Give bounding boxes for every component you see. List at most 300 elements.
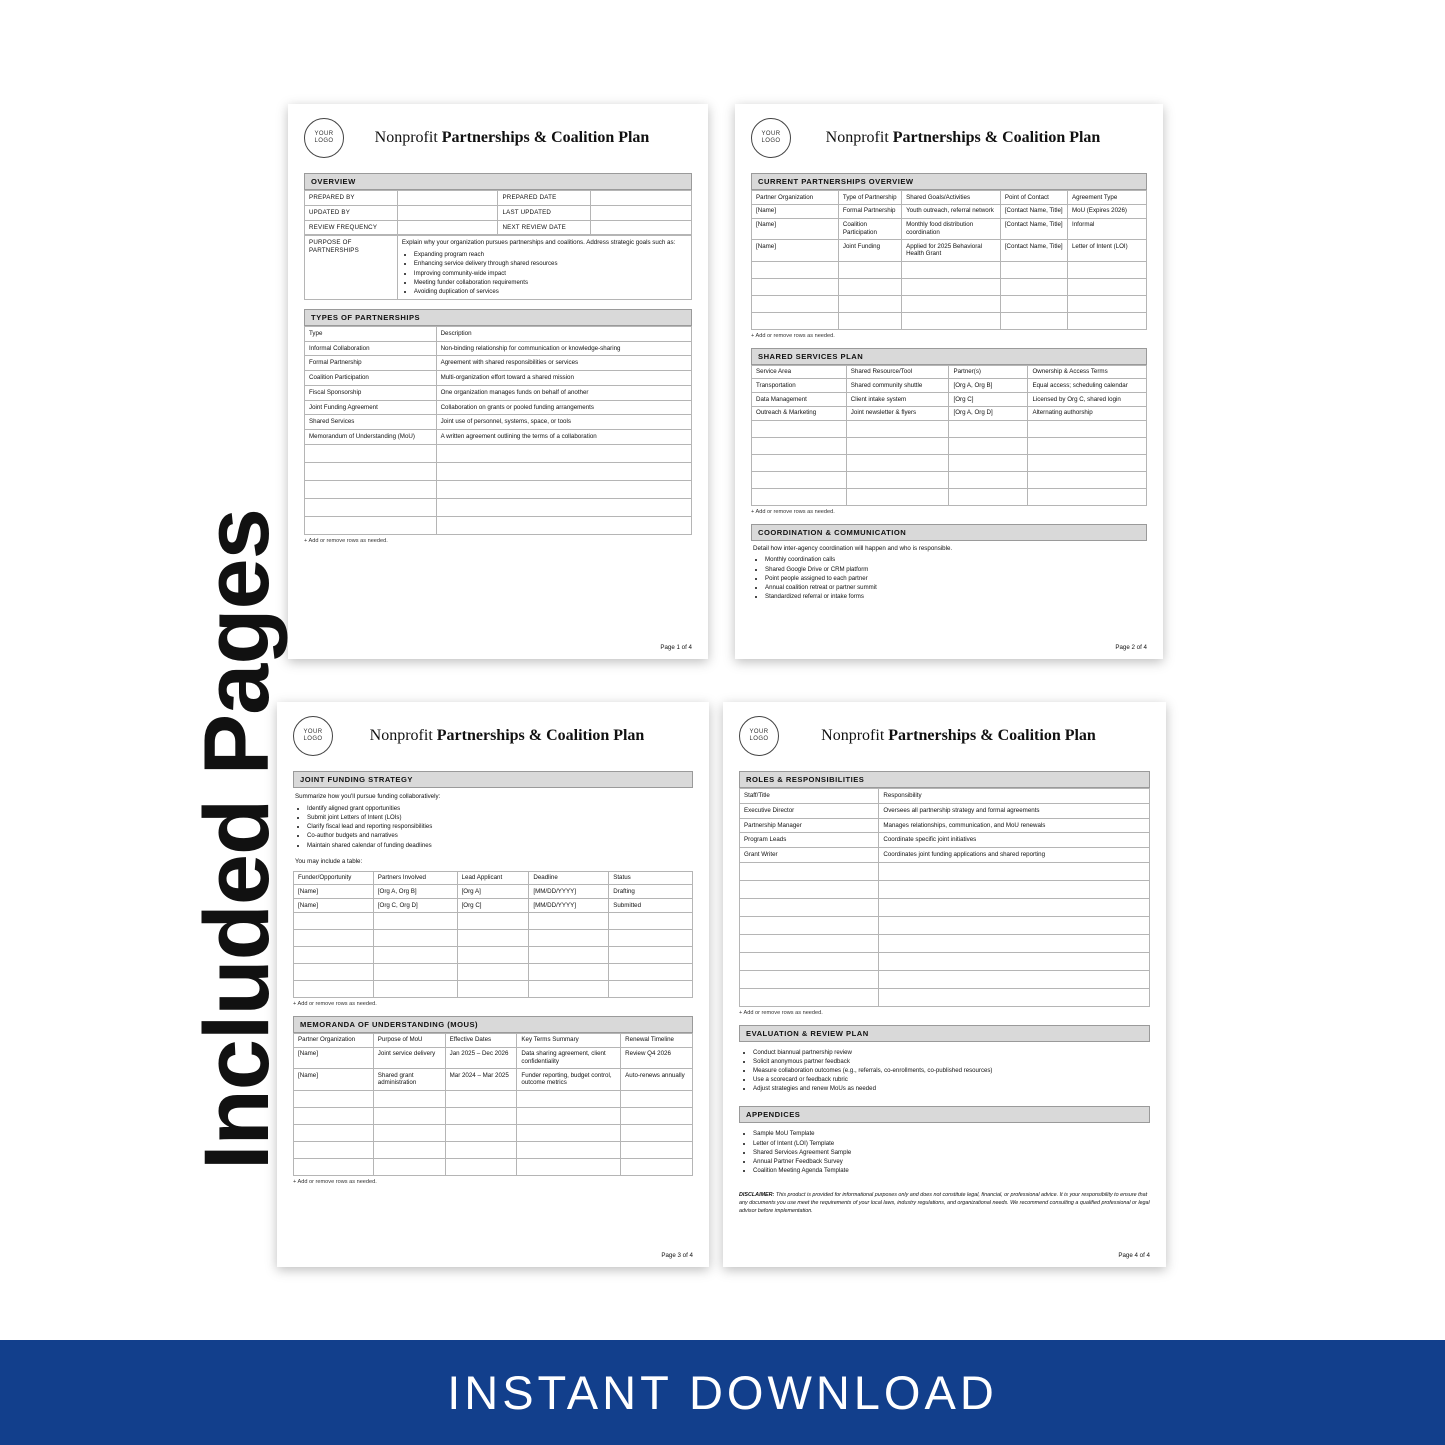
table-cell[interactable] <box>305 444 437 462</box>
table-cell[interactable] <box>621 1107 693 1124</box>
section-current-partnerships: CURRENT PARTNERSHIPS OVERVIEW <box>751 173 1147 190</box>
bullet-item: • Annual Partner Feedback Survey <box>753 1157 1148 1166</box>
field-label: REVIEW FREQUENCY <box>305 220 398 235</box>
table-cell[interactable]: Formal Partnership <box>838 204 901 218</box>
table-cell[interactable] <box>846 488 949 505</box>
table-cell[interactable]: MoU (Expires 2026) <box>1067 204 1146 218</box>
table-cell[interactable] <box>902 295 1001 312</box>
table-cell[interactable] <box>294 1124 374 1141</box>
bullet-item: • Clarify fiscal lead and reporting responsibilities <box>307 822 691 831</box>
logo-line-2: LOGO <box>761 138 781 144</box>
bullet-item: • Conduct biannual partnership review <box>753 1048 1148 1057</box>
table-cell[interactable] <box>752 471 847 488</box>
table-row-empty[interactable] <box>294 929 693 946</box>
table-cell[interactable] <box>457 946 529 963</box>
table-cell[interactable] <box>436 480 691 498</box>
table-cell[interactable] <box>846 420 949 437</box>
table-row-empty[interactable] <box>305 480 692 498</box>
table-row[interactable] <box>305 356 692 371</box>
logo-placeholder <box>304 118 344 158</box>
table-cell[interactable] <box>1028 488 1147 505</box>
table-cell[interactable]: Memorandum of Understanding (MoU) <box>305 430 437 445</box>
table-cell[interactable]: Monthly food distribution coordination <box>902 218 1001 240</box>
table-cell[interactable]: [Org A, Org D] <box>949 406 1028 420</box>
table-cell[interactable]: Agreement with shared responsibilities or services <box>436 356 691 371</box>
logo-line-2: LOGO <box>314 138 334 144</box>
table-cell[interactable] <box>1067 278 1146 295</box>
table-cell[interactable] <box>305 480 437 498</box>
table-cell[interactable] <box>1067 295 1146 312</box>
table-cell[interactable] <box>621 1090 693 1107</box>
table-cell[interactable]: Submitted <box>609 899 693 913</box>
table-row[interactable] <box>305 400 692 415</box>
table-cell[interactable] <box>879 952 1150 970</box>
table-cell[interactable] <box>373 1141 445 1158</box>
table-cell[interactable] <box>879 916 1150 934</box>
table-row-empty[interactable] <box>752 278 1147 295</box>
table-row[interactable] <box>305 415 692 430</box>
table-cell[interactable]: [Org C, Org D] <box>373 899 457 913</box>
table-cell[interactable] <box>1000 295 1067 312</box>
table-cell[interactable]: Formal Partnership <box>305 356 437 371</box>
table-row-empty[interactable] <box>752 488 1147 505</box>
table-cell[interactable] <box>457 929 529 946</box>
table-row[interactable] <box>294 885 693 899</box>
column-header: Deadline <box>529 871 609 885</box>
table-cell[interactable] <box>305 498 437 516</box>
table-cell[interactable] <box>879 988 1150 1006</box>
table-cell[interactable] <box>752 278 839 295</box>
table-cell[interactable] <box>838 261 901 278</box>
table-cell[interactable] <box>621 1141 693 1158</box>
table-row[interactable] <box>294 899 693 913</box>
table-cell[interactable]: Coordinate specific joint initiatives <box>879 833 1150 848</box>
bullet-item: • Shared Services Agreement Sample <box>753 1148 1148 1157</box>
table-cell[interactable] <box>879 970 1150 988</box>
table-cell[interactable]: Coalition Participation <box>838 218 901 240</box>
table-cell[interactable]: [Contact Name, Title] <box>1000 218 1067 240</box>
table-row[interactable] <box>740 803 1150 818</box>
table-cell[interactable] <box>949 454 1028 471</box>
table-cell[interactable] <box>902 278 1001 295</box>
table-cell[interactable] <box>879 898 1150 916</box>
table-cell[interactable]: Shared community shuttle <box>846 379 949 393</box>
table-cell[interactable]: Partnership Manager <box>740 818 879 833</box>
column-header: Responsibility <box>879 789 1150 804</box>
section-types: TYPES OF PARTNERSHIPS <box>304 309 692 326</box>
table-cell[interactable] <box>752 420 847 437</box>
table-cell[interactable]: [Name] <box>294 1047 374 1069</box>
field-value[interactable] <box>591 205 692 220</box>
table-cell[interactable] <box>373 946 457 963</box>
field-label: PREPARED BY <box>305 191 398 206</box>
section-evaluation: EVALUATION & REVIEW PLAN <box>739 1025 1150 1042</box>
field-label: NEXT REVIEW DATE <box>498 220 591 235</box>
purpose-intro: Explain why your organization pursues partnerships and coalitions. Address strategic goals such as: <box>401 239 676 247</box>
table-row-empty[interactable] <box>740 916 1150 934</box>
side-label-text: Included Pages <box>186 509 288 1170</box>
table-row[interactable] <box>752 379 1147 393</box>
table-cell[interactable] <box>294 963 374 980</box>
bullet-item: • Sample MoU Template <box>753 1129 1148 1138</box>
table-cell[interactable] <box>902 312 1001 329</box>
page3-header <box>293 716 693 762</box>
table-cell[interactable]: Data sharing agreement, client confidentiality <box>517 1047 621 1069</box>
field-value[interactable] <box>397 220 498 235</box>
table-cell[interactable]: Informal <box>1067 218 1146 240</box>
table-cell[interactable] <box>846 454 949 471</box>
table-cell[interactable] <box>305 462 437 480</box>
table-cell[interactable] <box>1028 471 1147 488</box>
table-cell[interactable]: Coordinates joint funding applications and shared reporting <box>879 848 1150 863</box>
table-row-empty[interactable] <box>752 454 1147 471</box>
table-cell[interactable] <box>517 1141 621 1158</box>
table-cell[interactable] <box>752 437 847 454</box>
disclaimer-text: This product is provided for informational purposes only and does not constitute legal, financial, or professional advice. It is your responsibility to ensure that any documents you use meet the requirements of your local laws, industry regulations, and organizational needs. We recommend consulting a qualified professional or legal advisor before implementation. <box>739 1192 1150 1215</box>
table-cell[interactable] <box>1028 454 1147 471</box>
table-row[interactable] <box>305 220 692 235</box>
bullet-item: • Shared Google Drive or CRM platform <box>765 565 1145 574</box>
table-cell[interactable] <box>294 1107 374 1124</box>
table-cell[interactable] <box>294 946 374 963</box>
types-table <box>304 326 692 535</box>
title-prefix: Nonprofit <box>374 129 442 146</box>
table-cell[interactable] <box>294 1141 374 1158</box>
table-cell[interactable] <box>445 1158 517 1175</box>
table-cell[interactable] <box>740 880 879 898</box>
table-cell[interactable] <box>445 1107 517 1124</box>
table-cell[interactable] <box>740 862 879 880</box>
table-cell[interactable] <box>1067 312 1146 329</box>
column-header: Point of Contact <box>1000 191 1067 205</box>
table-cell[interactable] <box>457 963 529 980</box>
table-cell[interactable] <box>1000 312 1067 329</box>
table-cell[interactable]: [Org A] <box>457 885 529 899</box>
table-cell[interactable] <box>373 1107 445 1124</box>
table-cell[interactable] <box>373 1124 445 1141</box>
table-cell[interactable] <box>752 261 839 278</box>
table-cell[interactable] <box>879 880 1150 898</box>
table-cell[interactable]: Joint newsletter & flyers <box>846 406 949 420</box>
table-cell[interactable] <box>902 261 1001 278</box>
table-cell[interactable]: Coalition Participation <box>305 371 437 386</box>
table-cell[interactable]: [Contact Name, Title] <box>1000 204 1067 218</box>
table-cell[interactable] <box>517 1107 621 1124</box>
table-row-empty[interactable] <box>294 1107 693 1124</box>
column-header: Partner(s) <box>949 365 1028 379</box>
table-cell[interactable]: Equal access; scheduling calendar <box>1028 379 1147 393</box>
bullet-item: • Enhancing service delivery through shared resources <box>414 259 687 268</box>
table-cell[interactable] <box>609 980 693 997</box>
table-row-empty[interactable] <box>752 312 1147 329</box>
purpose-bullets <box>402 250 687 296</box>
table-cell[interactable]: Shared grant administration <box>373 1069 445 1091</box>
table-cell[interactable]: Licensed by Org C, shared login <box>1028 393 1147 407</box>
table-cell[interactable]: Mar 2024 – Mar 2025 <box>445 1069 517 1091</box>
table-cell[interactable]: Shared Services <box>305 415 437 430</box>
add-rows-note: + Add or remove rows as needed. <box>293 1000 377 1007</box>
funding-table-note: You may include a table: <box>295 857 363 865</box>
table-cell[interactable]: [MM/DD/YYYY] <box>529 885 609 899</box>
column-header: Purpose of MoU <box>373 1033 445 1047</box>
funding-intro: Summarize how you'll pursue funding collaboratively: <box>295 793 441 800</box>
table-cell[interactable] <box>1028 437 1147 454</box>
table-cell[interactable]: Joint Funding Agreement <box>305 400 437 415</box>
table-cell[interactable] <box>879 934 1150 952</box>
field-value[interactable] <box>397 205 498 220</box>
table-cell[interactable]: [Name] <box>294 885 374 899</box>
table-cell[interactable]: Joint Funding <box>838 240 901 262</box>
table-cell[interactable]: Executive Director <box>740 803 879 818</box>
evaluation-bullets <box>741 1048 1148 1094</box>
table-row[interactable] <box>752 240 1147 262</box>
table-cell[interactable]: Informal Collaboration <box>305 341 437 356</box>
table-cell[interactable] <box>294 1090 374 1107</box>
table-row-empty[interactable] <box>294 946 693 963</box>
table-cell[interactable] <box>517 1124 621 1141</box>
table-row-empty[interactable] <box>294 963 693 980</box>
bullet-item: • Measure collaboration outcomes (e.g., referrals, co-enrollments, co-published resources) <box>753 1066 1148 1075</box>
table-cell[interactable] <box>1000 278 1067 295</box>
column-header: Lead Applicant <box>457 871 529 885</box>
table-cell[interactable]: One organization manages funds on behalf of another <box>436 385 691 400</box>
table-cell[interactable] <box>621 1158 693 1175</box>
table-cell[interactable] <box>436 498 691 516</box>
bullet-item: • Expanding program reach <box>414 250 687 259</box>
table-row[interactable] <box>752 218 1147 240</box>
table-header-row <box>305 326 692 341</box>
table-row[interactable] <box>294 1069 693 1091</box>
table-header-row <box>752 365 1147 379</box>
table-cell[interactable]: [Contact Name, Title] <box>1000 240 1067 262</box>
table-row[interactable] <box>305 371 692 386</box>
table-cell[interactable] <box>529 929 609 946</box>
table-row-empty[interactable] <box>294 1090 693 1107</box>
field-value[interactable] <box>591 220 692 235</box>
table-row-empty[interactable] <box>740 934 1150 952</box>
table-row-empty[interactable] <box>740 862 1150 880</box>
table-row[interactable] <box>752 204 1147 218</box>
table-cell[interactable]: Program Leads <box>740 833 879 848</box>
table-row-empty[interactable] <box>294 1141 693 1158</box>
table-cell[interactable] <box>621 1124 693 1141</box>
table-cell[interactable] <box>436 462 691 480</box>
table-cell[interactable]: [Org A, Org B] <box>373 885 457 899</box>
table-cell[interactable] <box>294 929 374 946</box>
table-cell[interactable] <box>305 516 437 534</box>
table-cell[interactable] <box>740 916 879 934</box>
table-row-empty[interactable] <box>740 898 1150 916</box>
table-cell[interactable] <box>949 471 1028 488</box>
table-cell[interactable] <box>1028 420 1147 437</box>
table-cell[interactable]: Joint service delivery <box>373 1047 445 1069</box>
table-row-empty[interactable] <box>294 1158 693 1175</box>
table-cell[interactable]: Drafting <box>609 885 693 899</box>
table-cell[interactable] <box>740 934 879 952</box>
table-cell[interactable] <box>445 1141 517 1158</box>
table-cell[interactable] <box>373 980 457 997</box>
table-cell[interactable]: Jan 2025 – Dec 2026 <box>445 1047 517 1069</box>
table-row[interactable] <box>305 385 692 400</box>
table-cell[interactable] <box>752 488 847 505</box>
table-cell[interactable] <box>949 488 1028 505</box>
add-rows-note: + Add or remove rows as needed. <box>293 1178 377 1185</box>
table-cell[interactable]: Transportation <box>752 379 847 393</box>
table-cell[interactable] <box>445 1090 517 1107</box>
table-row[interactable] <box>740 818 1150 833</box>
table-cell[interactable]: Outreach & Marketing <box>752 406 847 420</box>
table-cell[interactable] <box>740 898 879 916</box>
bullet-item: • Solicit anonymous partner feedback <box>753 1057 1148 1066</box>
table-cell[interactable] <box>752 295 839 312</box>
table-cell[interactable] <box>949 420 1028 437</box>
table-cell[interactable] <box>949 437 1028 454</box>
table-cell[interactable] <box>846 471 949 488</box>
table-row-empty[interactable] <box>752 295 1147 312</box>
table-cell[interactable] <box>838 295 901 312</box>
page-footer: Page 2 of 4 <box>1115 644 1147 651</box>
table-cell[interactable]: Manages relationships, communication, and MoU renewals <box>879 818 1150 833</box>
table-cell[interactable]: Auto-renews annually <box>621 1069 693 1091</box>
table-cell[interactable]: A written agreement outlining the terms of a collaboration <box>436 430 691 445</box>
table-row[interactable] <box>305 205 692 220</box>
table-row[interactable] <box>752 393 1147 407</box>
table-cell[interactable] <box>752 454 847 471</box>
table-cell[interactable]: Client intake system <box>846 393 949 407</box>
table-cell[interactable]: [Name] <box>294 1069 374 1091</box>
section-shared-services: SHARED SERVICES PLAN <box>751 348 1147 365</box>
table-cell[interactable] <box>529 980 609 997</box>
field-value[interactable] <box>397 191 498 206</box>
table-cell[interactable] <box>838 312 901 329</box>
table-cell[interactable] <box>529 946 609 963</box>
table-cell[interactable]: [MM/DD/YYYY] <box>529 899 609 913</box>
table-cell[interactable] <box>373 929 457 946</box>
table-row[interactable] <box>305 191 692 206</box>
table-header-row <box>294 1033 693 1047</box>
table-cell[interactable] <box>609 929 693 946</box>
table-cell[interactable] <box>373 1090 445 1107</box>
title-bold: Partnerships & Coalition Plan <box>892 129 1101 146</box>
table-cell[interactable]: Joint use of personnel, systems, space, or tools <box>436 415 691 430</box>
table-cell[interactable] <box>457 912 529 929</box>
table-cell[interactable] <box>740 952 879 970</box>
table-cell[interactable] <box>294 980 374 997</box>
table-row[interactable] <box>305 430 692 445</box>
table-cell[interactable]: [Name] <box>752 240 839 262</box>
table-cell[interactable]: Fiscal Sponsorship <box>305 385 437 400</box>
table-cell[interactable] <box>879 862 1150 880</box>
shared-services-table <box>751 365 1147 506</box>
table-row[interactable] <box>740 848 1150 863</box>
table-row[interactable] <box>740 833 1150 848</box>
table-cell[interactable] <box>436 516 691 534</box>
table-row-empty[interactable] <box>740 952 1150 970</box>
logo-placeholder <box>293 716 333 756</box>
table-cell[interactable]: [Org C] <box>457 899 529 913</box>
table-cell[interactable] <box>457 980 529 997</box>
table-header-row <box>294 871 693 885</box>
column-header: Partners Involved <box>373 871 457 885</box>
table-cell[interactable]: Collaboration on grants or pooled funding arrangements <box>436 400 691 415</box>
table-row-empty[interactable] <box>740 970 1150 988</box>
table-cell[interactable] <box>529 912 609 929</box>
table-cell[interactable] <box>609 912 693 929</box>
table-cell[interactable] <box>609 963 693 980</box>
table-row-empty[interactable] <box>740 880 1150 898</box>
table-cell[interactable] <box>609 946 693 963</box>
table-cell[interactable] <box>436 444 691 462</box>
table-row[interactable] <box>305 341 692 356</box>
table-cell[interactable] <box>373 912 457 929</box>
table-cell[interactable]: Funder reporting, budget control, outcome metrics <box>517 1069 621 1091</box>
table-cell[interactable]: [Name] <box>752 204 839 218</box>
table-cell[interactable] <box>740 970 879 988</box>
banner-text: INSTANT DOWNLOAD <box>447 1366 998 1419</box>
field-value[interactable] <box>591 191 692 206</box>
table-cell[interactable] <box>445 1124 517 1141</box>
table-cell[interactable] <box>517 1158 621 1175</box>
table-row-empty[interactable] <box>305 498 692 516</box>
table-cell[interactable] <box>373 1158 445 1175</box>
coordination-intro: Detail how inter-agency coordination will happen and who is responsible. <box>753 544 953 552</box>
instant-download-banner <box>0 1340 1445 1445</box>
table-cell[interactable]: Review Q4 2026 <box>621 1047 693 1069</box>
table-cell[interactable]: Youth outreach, referral network <box>902 204 1001 218</box>
table-cell[interactable]: [Name] <box>752 218 839 240</box>
table-row-empty[interactable] <box>305 462 692 480</box>
table-cell[interactable] <box>294 1158 374 1175</box>
table-row-empty[interactable] <box>752 471 1147 488</box>
table-cell[interactable]: Grant Writer <box>740 848 879 863</box>
table-cell[interactable] <box>1067 261 1146 278</box>
table-cell[interactable]: Letter of Intent (LOI) <box>1067 240 1146 262</box>
table-cell[interactable]: Multi-organization effort toward a shared mission <box>436 371 691 386</box>
table-cell[interactable] <box>517 1090 621 1107</box>
table-row[interactable] <box>752 406 1147 420</box>
table-cell[interactable] <box>752 312 839 329</box>
table-cell[interactable]: Alternating authorship <box>1028 406 1147 420</box>
table-cell[interactable]: Applied for 2025 Behavioral Health Grant <box>902 240 1001 262</box>
table-row[interactable] <box>294 1047 693 1069</box>
table-row-empty[interactable] <box>305 516 692 534</box>
add-rows-note: + Add or remove rows as needed. <box>739 1009 823 1016</box>
table-cell[interactable] <box>1000 261 1067 278</box>
table-row-empty[interactable] <box>740 988 1150 1006</box>
table-row-empty[interactable] <box>294 1124 693 1141</box>
table-row-empty[interactable] <box>294 980 693 997</box>
title-bold: Partnerships & Coalition Plan <box>441 129 650 146</box>
current-partnerships-table <box>751 190 1147 330</box>
table-row-empty[interactable] <box>294 912 693 929</box>
table-cell[interactable] <box>373 963 457 980</box>
table-row-empty[interactable] <box>752 437 1147 454</box>
table-cell[interactable] <box>846 437 949 454</box>
table-cell[interactable]: [Org C] <box>949 393 1028 407</box>
table-cell[interactable]: Data Management <box>752 393 847 407</box>
table-row-empty[interactable] <box>752 261 1147 278</box>
table-cell[interactable] <box>740 988 879 1006</box>
table-cell[interactable] <box>294 912 374 929</box>
table-cell[interactable]: Non-binding relationship for communication or knowledge-sharing <box>436 341 691 356</box>
table-row-empty[interactable] <box>752 420 1147 437</box>
table-row-empty[interactable] <box>305 444 692 462</box>
table-cell[interactable] <box>529 963 609 980</box>
table-cell[interactable]: [Name] <box>294 899 374 913</box>
table-cell[interactable]: [Org A, Org B] <box>949 379 1028 393</box>
table-cell[interactable] <box>838 278 901 295</box>
table-cell[interactable]: Oversees all partnership strategy and formal agreements <box>879 803 1150 818</box>
